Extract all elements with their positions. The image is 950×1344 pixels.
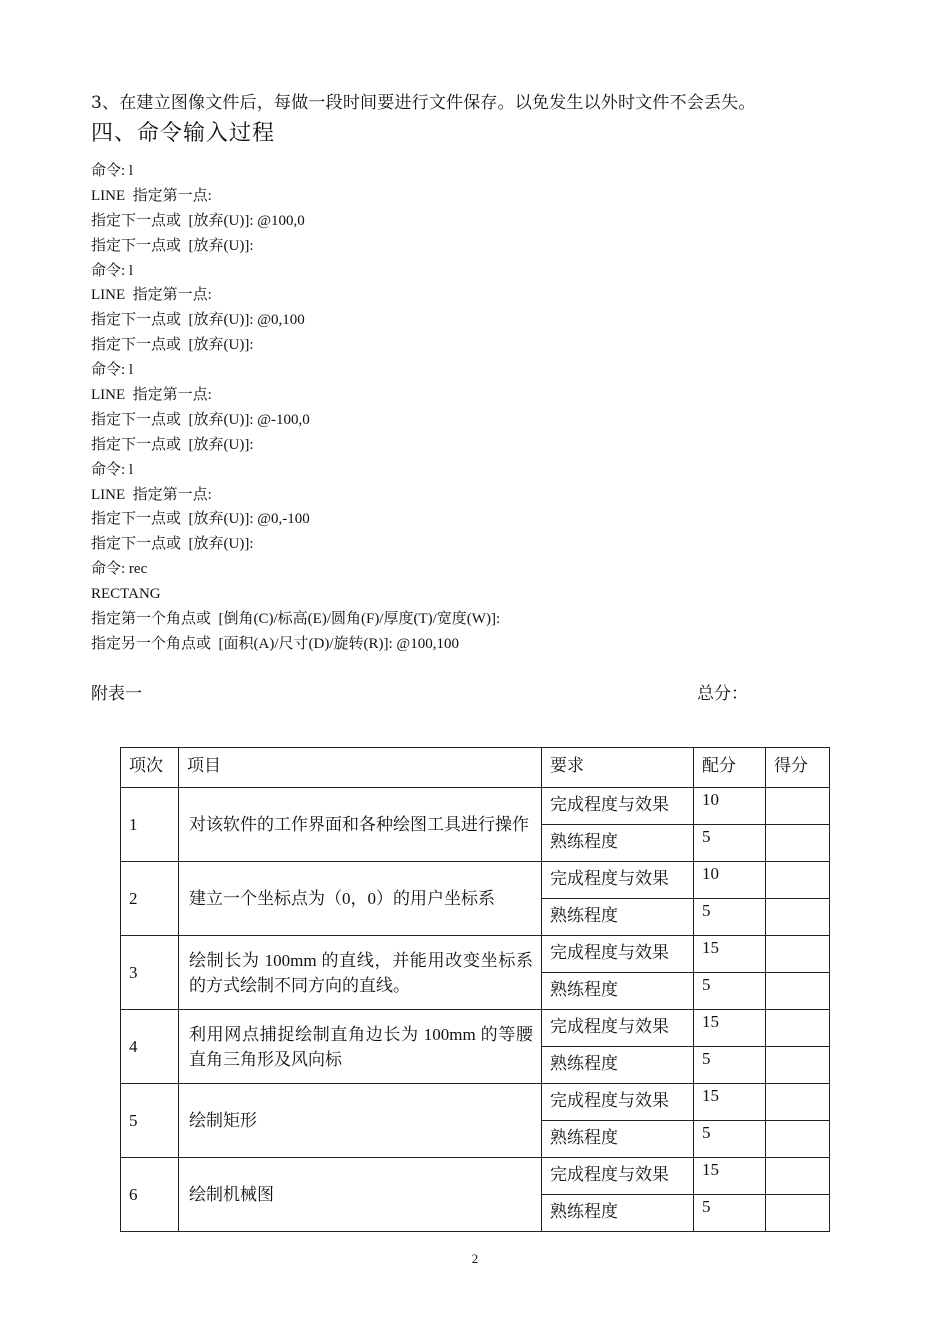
score-input-cell[interactable]: [766, 1084, 830, 1121]
table-row: [121, 788, 830, 825]
points-cell: 15: [694, 1010, 766, 1047]
command-line: 指定下一点或 [放弃(U)]: @0,100: [91, 312, 305, 329]
command-line: 指定下一点或 [放弃(U)]: @-100,0: [91, 411, 310, 428]
score-input-cell[interactable]: [766, 973, 830, 1010]
command-list: [91, 159, 500, 657]
score-table: [120, 747, 830, 1232]
command-line: 命令: l: [91, 262, 134, 279]
command-line: 指定第一个角点或 [倒角(C)/标高(E)/圆角(F)/厚度(T)/宽度(W)]:: [91, 611, 501, 628]
score-input-cell[interactable]: [766, 1195, 830, 1232]
score-input-cell[interactable]: [766, 899, 830, 936]
score-input-cell[interactable]: [766, 1047, 830, 1084]
total-score-label: 总分：: [697, 684, 748, 704]
item-number: 4: [121, 1010, 179, 1084]
requirement-cell: 完成程度与效果: [542, 1084, 694, 1121]
table-row: [121, 862, 830, 899]
points-cell: 15: [694, 936, 766, 973]
points-cell: 10: [694, 788, 766, 825]
command-line: LINE 指定第一点:: [91, 486, 212, 503]
command-line: LINE 指定第一点:: [91, 287, 212, 304]
table-row: [121, 1010, 830, 1047]
item-description: 绘制长为 100mm 的直线，并能用改变坐标系的方式绘制不同方向的直线。: [179, 936, 542, 1010]
table-row: [121, 1158, 830, 1195]
item-description: 建立一个坐标点为（0，0）的用户坐标系: [179, 862, 542, 936]
item-description: 绘制机械图: [179, 1158, 542, 1232]
item-number: 3: [121, 936, 179, 1010]
item-number: 6: [121, 1158, 179, 1232]
item-description: 绘制矩形: [179, 1084, 542, 1158]
item-number: 1: [121, 788, 179, 862]
command-line: 指定另一个角点或 [面积(A)/尺寸(D)/旋转(R)]: @100,100: [91, 635, 459, 652]
table-row: [121, 936, 830, 973]
score-input-cell[interactable]: [766, 1010, 830, 1047]
header-cell: 要求: [542, 748, 694, 788]
score-input-cell[interactable]: [766, 825, 830, 862]
requirement-cell: 熟练程度: [542, 1047, 694, 1084]
command-line: 指定下一点或 [放弃(U)]:: [91, 536, 254, 553]
header-cell: 配分: [694, 748, 766, 788]
command-line: LINE 指定第一点:: [91, 187, 212, 204]
section-heading: 四、命令输入过程: [91, 121, 276, 146]
requirement-cell: 熟练程度: [542, 825, 694, 862]
points-cell: 15: [694, 1084, 766, 1121]
page-number: 2: [471, 1251, 479, 1266]
points-cell: 5: [694, 899, 766, 936]
command-line: LINE 指定第一点:: [91, 387, 212, 404]
points-cell: 5: [694, 973, 766, 1010]
item-number: 5: [121, 1084, 179, 1158]
score-input-cell[interactable]: [766, 936, 830, 973]
item-description: 利用网点捕捉绘制直角边长为 100mm 的等腰直角三角形及风向标: [179, 1010, 542, 1084]
command-line: 命令: l: [91, 163, 134, 179]
header-cell: 得分: [766, 748, 830, 788]
item-description: 对该软件的工作界面和各种绘图工具进行操作: [179, 788, 542, 862]
points-cell: 5: [694, 1121, 766, 1158]
requirement-cell: 熟练程度: [542, 1121, 694, 1158]
command-line: 指定下一点或 [放弃(U)]:: [91, 237, 254, 254]
save-note: 3、在建立图像文件后，每做一段时间要进行文件保存。以免发生以外时文件不会丢失。: [91, 93, 756, 113]
command-line: 指定下一点或 [放弃(U)]:: [91, 337, 254, 354]
score-input-cell[interactable]: [766, 1121, 830, 1158]
score-input-cell[interactable]: [766, 788, 830, 825]
points-cell: 5: [694, 1195, 766, 1232]
requirement-cell: 完成程度与效果: [542, 862, 694, 899]
command-line: 命令: l: [91, 461, 134, 478]
requirement-cell: 完成程度与效果: [542, 936, 694, 973]
command-line: 命令: l: [91, 362, 134, 379]
command-line: RECTANG: [91, 586, 161, 603]
table-row: [121, 1084, 830, 1121]
appendix-label: 附表一: [91, 684, 142, 704]
points-cell: 15: [694, 1158, 766, 1195]
requirement-cell: 熟练程度: [542, 1195, 694, 1232]
item-number: 2: [121, 862, 179, 936]
header-cell: 项次: [121, 748, 179, 788]
score-input-cell[interactable]: [766, 1158, 830, 1195]
command-line: 指定下一点或 [放弃(U)]:: [91, 436, 254, 453]
command-line: 命令: rec: [91, 561, 148, 578]
points-cell: 5: [694, 825, 766, 862]
points-cell: 5: [694, 1047, 766, 1084]
requirement-cell: 完成程度与效果: [542, 788, 694, 825]
header-cell: 项目: [179, 748, 542, 788]
requirement-cell: 熟练程度: [542, 899, 694, 936]
requirement-cell: 完成程度与效果: [542, 1158, 694, 1195]
table-header-row: [121, 748, 830, 788]
points-cell: 10: [694, 862, 766, 899]
command-line: 指定下一点或 [放弃(U)]: @0,-100: [91, 511, 310, 528]
score-input-cell[interactable]: [766, 862, 830, 899]
requirement-cell: 熟练程度: [542, 973, 694, 1010]
requirement-cell: 完成程度与效果: [542, 1010, 694, 1047]
command-line: 指定下一点或 [放弃(U)]: @100,0: [91, 212, 305, 229]
